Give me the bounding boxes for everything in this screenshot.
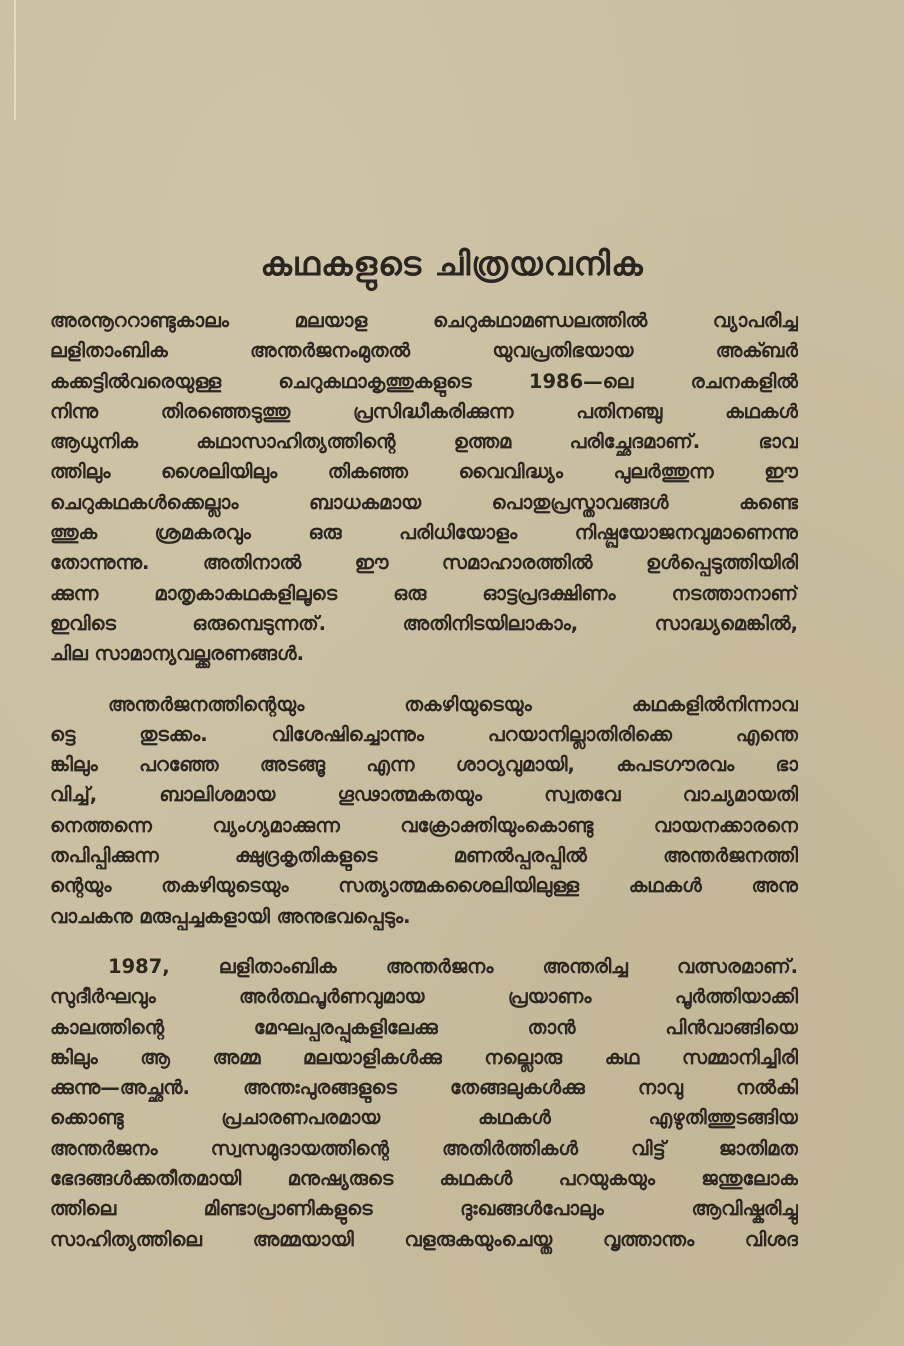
text-line: ക്കൊണ്ടു പ്രചാരണപരമായ കഥകൾ എഴുതിത്തുടങ്ങിയ — [50, 1106, 798, 1130]
text-line: ത്തിലെ മിണ്ടാപ്രാണികളുടെ ദുഃഖങ്ങൾപോലും ആവിഷ്കരിച്ചു — [50, 1197, 798, 1221]
text-line: ലളിതാംബിക അന്തർജനംമുതൽ യുവപ്രതിഭയായ അക്ബർ — [50, 339, 798, 363]
text-line: നെത്തന്നെ വ്യംഗ്യമാക്കുന്ന വക്രോക്തിയുംകൊണ്ടു വായനക്കാരനെ — [50, 813, 798, 837]
text-line: വിച്ച്, ബാലിശമായ ഗൂഢാത്മകതയും സ്വതവേ വാച്യമായതി — [50, 783, 798, 807]
paragraph-1 — [50, 306, 798, 670]
text-line: വാചകനു മരുപ്പച്ചകളായി അനുഭവപ്പെടും. — [50, 904, 411, 928]
text-line: അന്തർജനത്തിന്റെയും തകഴിയുടെയും കഥകളിൽനിന്നാവ — [108, 692, 798, 716]
text-line: നിന്നു തിരഞ്ഞെടുത്തു പ്രസിദ്ധീകരിക്കുന്ന പതിനഞ്ചു കഥകൾ — [50, 399, 798, 423]
text-line: ഭേദങ്ങൾക്കതീതമായി മനുഷ്യരുടെ കഥകൾ പറയുകയും ജന്തുലോക — [50, 1167, 798, 1191]
text-line: അരനൂററാണ്ടുകാലം മലയാള ചെറുകഥാമണ്ഡലത്തിൽ വ്യാപരിച്ച — [50, 309, 798, 332]
text-line: കാലത്തിന്റെ മേഘപ്പരപ്പുകളിലേക്കു താൻ പിൻവാങ്ങിയെ — [50, 1015, 798, 1039]
text-line: 1987, ലളിതാംബിക അന്തർജനം അന്തരിച്ച വത്സരമാണ്. — [108, 954, 798, 978]
text-line: തപിപ്പിക്കുന്ന ക്ഷുദ്രകൃതികളുടെ മണൽപ്പരപ്പിൽ അന്തർജനത്തി — [50, 844, 798, 868]
text-line: സാഹിത്യത്തിലെ അമ്മയായി വളരുകയുംചെയ്ത വൃത്താന്തം വിശദ — [50, 1227, 798, 1251]
text-line: സുദീർഘവും അർത്ഥപൂർണവുമായ പ്രയാണം പൂർത്തിയാക്കി — [50, 985, 798, 1009]
text-line: ക്കുന്ന മാതൃകാകഥകളിലൂടെ ഒരു ഓട്ടപ്രദക്ഷിണം നടത്താനാണ് — [50, 581, 798, 605]
text-line: ങ്കിലും ആ അമ്മ മലയാളികൾക്കു നല്ലൊരു കഥ സമ്മാനിച്ചിരി — [50, 1045, 798, 1069]
text-line: ആധുനിക കഥാസാഹിത്യത്തിന്റെ ഉത്തമ പരിച്ഛേദമാണ്. ഭാവ — [50, 430, 798, 454]
text-line: ത്തിലും ശൈലിയിലും തികഞ്ഞ വൈവിദ്ധ്യം പുലർത്തുന്ന ഈ — [50, 460, 798, 484]
chapter-title: കഥകളുടെ ചിത്രയവനിക — [260, 244, 644, 284]
text-line: ചില സാമാന്യവല്ക്കരണങ്ങൾ. — [50, 642, 304, 666]
paragraph-3 — [50, 952, 798, 1255]
text-line: ഇവിടെ ഒരുമ്പെടുന്നത്. അതിനിടയിലാകാം, സാദ്ധ്യമെങ്കിൽ, — [50, 611, 798, 635]
text-line: ചെറുകഥകൾക്കെല്ലാം ബാധകമായ പൊതുപ്രസ്താവങ്ങൾ കണ്ടെ — [50, 490, 798, 514]
text-line: തോന്നുന്നു. അതിനാൽ ഈ സമാഹാരത്തിൽ ഉൾപ്പെടുത്തിയിരി — [50, 551, 798, 575]
text-line: ട്ടെ തുടക്കം. വിശേഷിച്ചൊന്നും പറയാനില്ലാതിരിക്കെ എന്തെ — [50, 722, 798, 746]
text-line: ത്തുക ശ്രമകരവും ഒരു പരിധിയോളം നിഷ്പ്രയോജനവുമാണെന്നു — [50, 521, 798, 545]
text-line: ന്റെയും തകഴിയുടെയും സത്യാത്മകശൈലിയിലുള്ള കഥകൾ അനു — [50, 874, 798, 898]
paragraph-2 — [50, 690, 798, 932]
text-line: അന്തർജനം സ്വസമുദായത്തിന്റെ അതിർത്തികൾ വിട്ട് ജാതിമത — [50, 1136, 798, 1160]
paragraph-gap — [50, 932, 798, 952]
paragraph-gap — [50, 670, 798, 690]
body-text — [50, 306, 798, 1255]
paper-crease — [14, 0, 16, 120]
text-line: ങ്കിലും പറഞ്ഞേ അടങ്ങൂ എന്ന ശാഠ്യവുമായി, കപടഗൗരവം ഭാ — [50, 753, 798, 777]
text-line: കക്കട്ടിൽവരെയുള്ള ചെറുകഥാകൃത്തുകളുടെ 1986—ലെ രചനകളിൽ — [50, 369, 798, 393]
text-line: ക്കുന്നു—അച്ഛൻ. അന്തഃപുരങ്ങളുടെ തേങ്ങലുകൾക്കു നാവു നൽകി — [50, 1076, 798, 1100]
